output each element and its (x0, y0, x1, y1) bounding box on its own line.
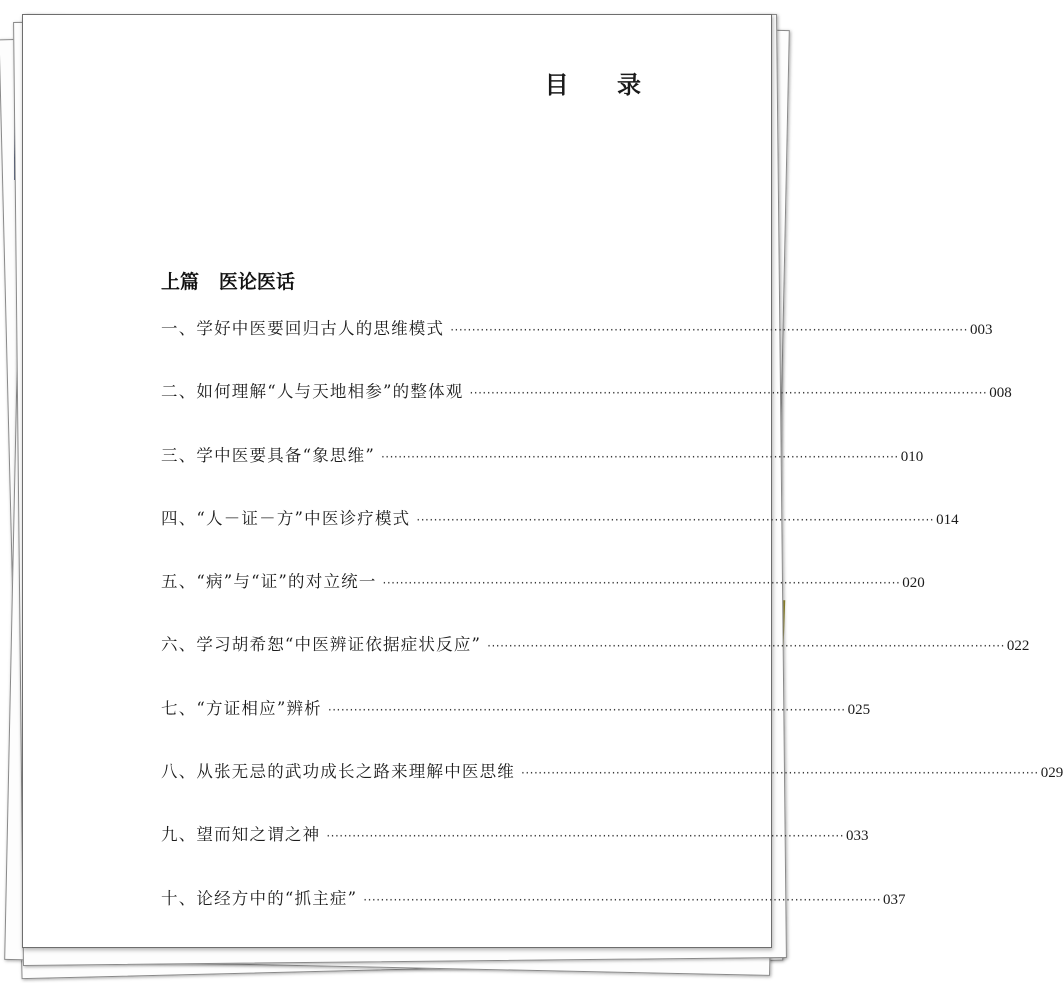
toc-entry[interactable] (161, 695, 871, 758)
dot-leader: ························································································································ (469, 386, 988, 401)
toc-entry-page: 033 (846, 828, 869, 845)
toc-entry-title: 一、学好中医要回归古人的思维模式 (161, 319, 445, 338)
toc-entry-page: 010 (900, 448, 924, 465)
dot-leader: ························································································································ (487, 639, 1005, 654)
dot-leader: ························································································································ (326, 829, 845, 844)
toc-entry[interactable] (161, 568, 925, 631)
toc-entry-page: 020 (902, 575, 925, 592)
toc-entry[interactable] (161, 821, 869, 884)
toc-entry-title: 六、学习胡希恕“中医辨证依据症状反应” (161, 635, 482, 655)
toc-entry[interactable] (161, 442, 924, 505)
toc-entry[interactable] (161, 378, 1012, 441)
toc-entry[interactable] (161, 505, 959, 568)
toc-entry-title: 三、学中医要具备“象思维” (161, 445, 375, 465)
toc-page (22, 14, 1063, 948)
toc-entry-page: 008 (989, 385, 1012, 402)
toc-entry-title: 九、望而知之谓之神 (161, 825, 321, 845)
toc-entry-title: 四、“人－证－方”中医诊疗模式 (161, 508, 411, 528)
toc-list (161, 315, 1063, 948)
dot-leader: ························································································································ (416, 512, 935, 527)
dot-leader: ························································································································ (382, 576, 901, 591)
toc-entry-page: 014 (936, 511, 959, 528)
toc-entry-page: 029 (1040, 765, 1063, 782)
toc-entry-page: 037 (883, 891, 906, 908)
toc-entry-title: 五、“病”与“证”的对立统一 (161, 572, 377, 592)
dot-leader: ························································································································ (521, 766, 1039, 781)
toc-entry-title: 二、如何理解“人与天地相参”的整体观 (161, 382, 464, 402)
section-title: 上篇 医论医话 (161, 271, 295, 293)
dot-leader: ························································································································ (380, 449, 899, 464)
dot-leader: ························································································································ (363, 892, 882, 907)
toc-entry[interactable] (161, 315, 993, 378)
toc-entry[interactable] (161, 885, 906, 948)
dot-leader: ························································································································ (450, 323, 968, 337)
toc-entry[interactable] (161, 758, 1063, 821)
toc-entry-title: 七、“方证相应”辨析 (161, 698, 322, 718)
dot-leader: ························································································································ (327, 702, 846, 717)
toc-entry-title: 八、从张无忌的武功成长之路来理解中医思维 (161, 762, 515, 782)
toc-entry-page: 022 (1006, 638, 1030, 655)
toc-entry[interactable] (161, 631, 1030, 694)
toc-entry-page: 025 (847, 701, 871, 718)
toc-entry-page: 003 (969, 322, 993, 338)
page-title: 目 录 (544, 70, 661, 99)
toc-entry-title: 十、论经方中的“抓主症” (161, 888, 358, 908)
